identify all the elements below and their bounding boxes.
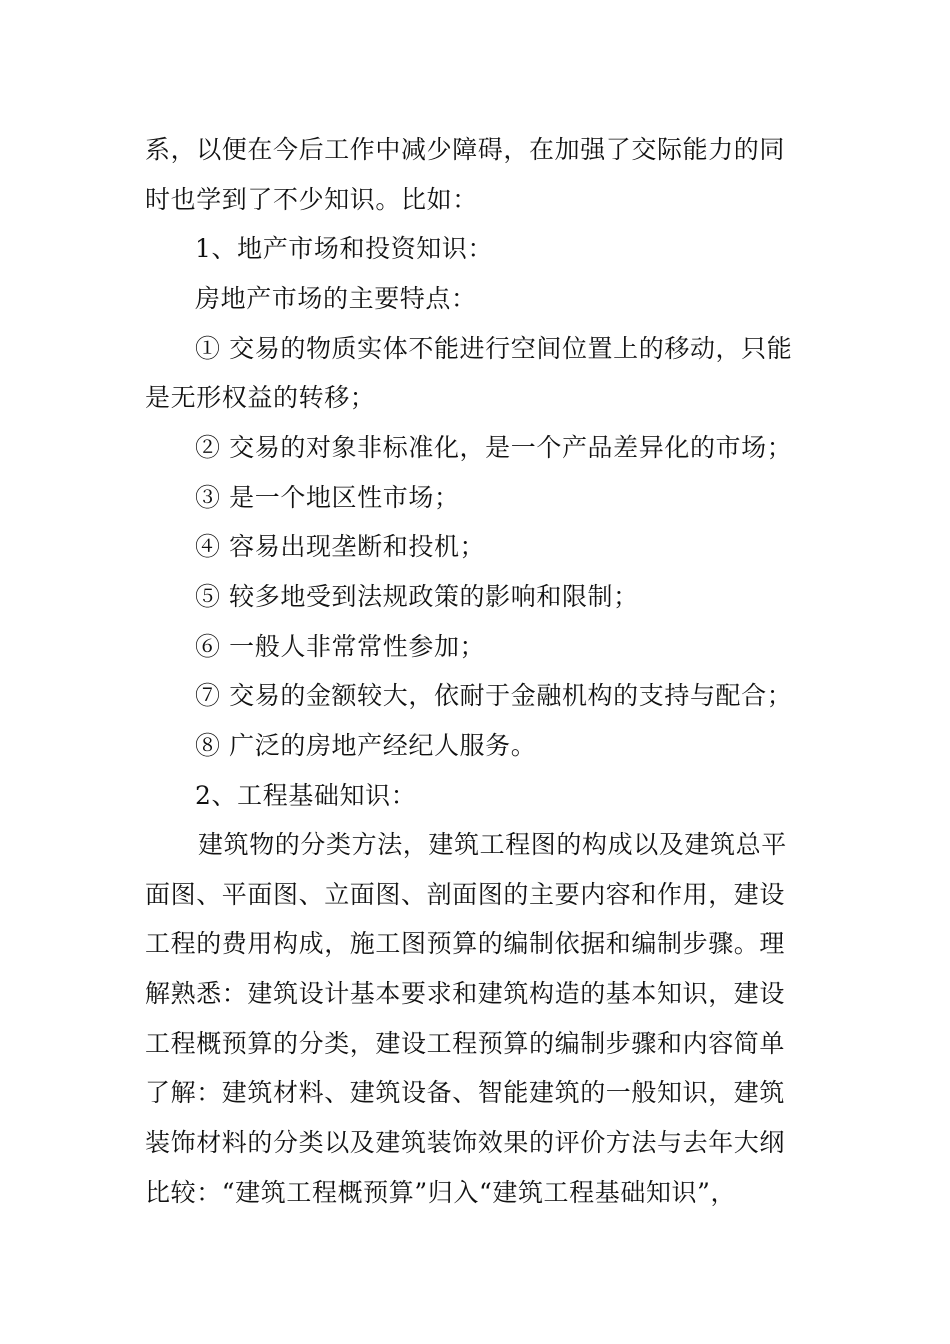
list-item-3: ③ 是一个地区性市场； <box>195 483 460 512</box>
paragraph-line-2: 面图、平面图、立面图、剖面图的主要内容和作用，建设 <box>145 880 786 909</box>
subheading-features: 房地产市场的主要特点： <box>195 284 477 313</box>
section-heading-1: 1、地产市场和投资知识： <box>195 234 494 263</box>
list-item-4: ④ 容易出现垄断和投机； <box>195 532 486 561</box>
paragraph-line-4: 解熟悉：建筑设计基本要求和建筑构造的基本知识，建设 <box>145 979 786 1008</box>
list-item-5: ⑤ 较多地受到法规政策的影响和限制； <box>195 582 639 611</box>
list-item-1-continued: 是无形权益的转移； <box>145 383 376 412</box>
list-item-7: ⑦ 交易的金额较大，依耐于金融机构的支持与配合； <box>195 681 793 710</box>
text-line-1: 系，以便在今后工作中减少障碍，在加强了交际能力的同 <box>145 135 786 164</box>
text-line-2: 时也学到了不少知识。比如： <box>145 185 478 214</box>
list-item-2: ② 交易的对象非标准化，是一个产品差异化的市场； <box>195 433 793 462</box>
list-item-1: ① 交易的物质实体不能进行空间位置上的移动，只能 <box>195 334 793 363</box>
paragraph-line-8: 比较：“建筑工程概预算”归入“建筑工程基础知识”， <box>145 1178 737 1207</box>
list-item-6: ⑥ 一般人非常常性参加； <box>195 632 486 661</box>
paragraph-line-7: 装饰材料的分类以及建筑装饰效果的评价方法与去年大纲 <box>145 1128 786 1157</box>
section-heading-2: 2、工程基础知识： <box>195 781 417 810</box>
paragraph-line-1: 建筑物的分类方法，建筑工程图的构成以及建筑总平 <box>198 830 787 859</box>
paragraph-line-5: 工程概预算的分类，建设工程预算的编制步骤和内容简单 <box>145 1029 786 1058</box>
paragraph-line-3: 工程的费用构成，施工图预算的编制依据和编制步骤。理 <box>145 929 786 958</box>
paragraph-line-6: 了解：建筑材料、建筑设备、智能建筑的一般知识，建筑 <box>145 1078 786 1107</box>
list-item-8: ⑧ 广泛的房地产经纪人服务。 <box>195 731 537 760</box>
